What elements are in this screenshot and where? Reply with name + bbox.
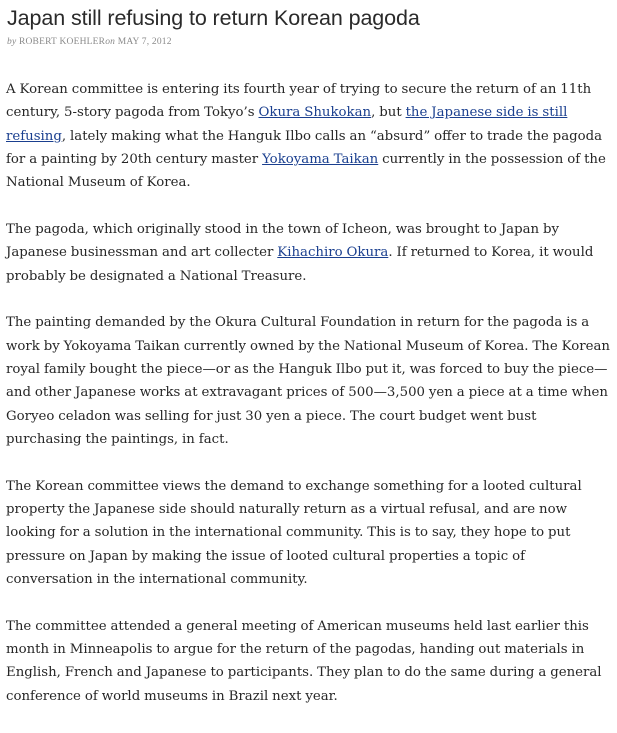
byline-on: on — [105, 37, 116, 47]
byline-date: MAY 7, 2012 — [117, 37, 172, 47]
link-japanese-side-refusing[interactable]: the Japanese side is still refusing — [6, 105, 568, 144]
article-body — [6, 78, 611, 731]
paragraph-text: The pagoda, which originally stood in the town of Icheon, was brought to Japan by Japanese businessman and art collecter — [6, 221, 560, 261]
byline-by: by — [7, 37, 17, 47]
link-okura-shukokan[interactable]: Okura Shukokan — [258, 105, 372, 121]
paragraph-text: currently in the possession of the National Museum of Korea. — [6, 151, 606, 191]
article-title: Japan still refusing to return Korean pagoda — [7, 6, 420, 30]
paragraph-5: The committee attended a general meeting of American museums held last earlier this month in Minneapolis to argue for the return of the pagodas, handing out materials in English, French and Japanese to participants. They plan to do the same during a general conference of world museums in Brazil next year. — [6, 618, 602, 704]
link-yokoyama-taikan[interactable]: Yokoyama Taikan — [262, 151, 379, 167]
byline — [7, 37, 172, 47]
byline-author[interactable]: ROBERT KOEHLER — [18, 37, 106, 47]
paragraph-3: The painting demanded by the Okura Cultural Foundation in return for the pagoda is a work by Yokoyama Taikan currently owned by the National Museum of Korea. The Korean royal family bought the piece—or as the Hanguk Ilbo put it, was forced to buy the piece—and other Japanese works at extravagant prices of 500—3,500 yen a piece at a time when Goryeo celadon was selling for just 30 yen a piece. The court budget went bust purchasing the paintings, in fact. — [6, 315, 610, 447]
paragraph-text: . If returned to Korea, it would probably be designated a National Treasure. — [6, 245, 594, 284]
paragraph-4: The Korean committee views the demand to exchange something for a looted cultural property the Japanese side should naturally return as a virtual refusal, and are now looking for a solution in the international community. This is to say, they hope to put pressure on Japan by making the issue of looted cultural properties a topic of conversation in the international community. — [6, 478, 582, 587]
link-kihachiro-okura[interactable]: Kihachiro Okura — [277, 245, 389, 261]
paragraph-text: , lately making what the Hanguk Ilbo calls an “absurd” offer to trade the pagoda for a painting by 20th century master — [6, 128, 603, 167]
paragraph-text: A Korean committee is entering its fourth year of trying to secure the return of an 11th century, 5-story pagoda from Tokyo’s — [6, 82, 592, 121]
paragraph-2 — [6, 218, 611, 288]
paragraph-text: , but — [371, 105, 406, 121]
paragraph-1 — [6, 78, 611, 194]
